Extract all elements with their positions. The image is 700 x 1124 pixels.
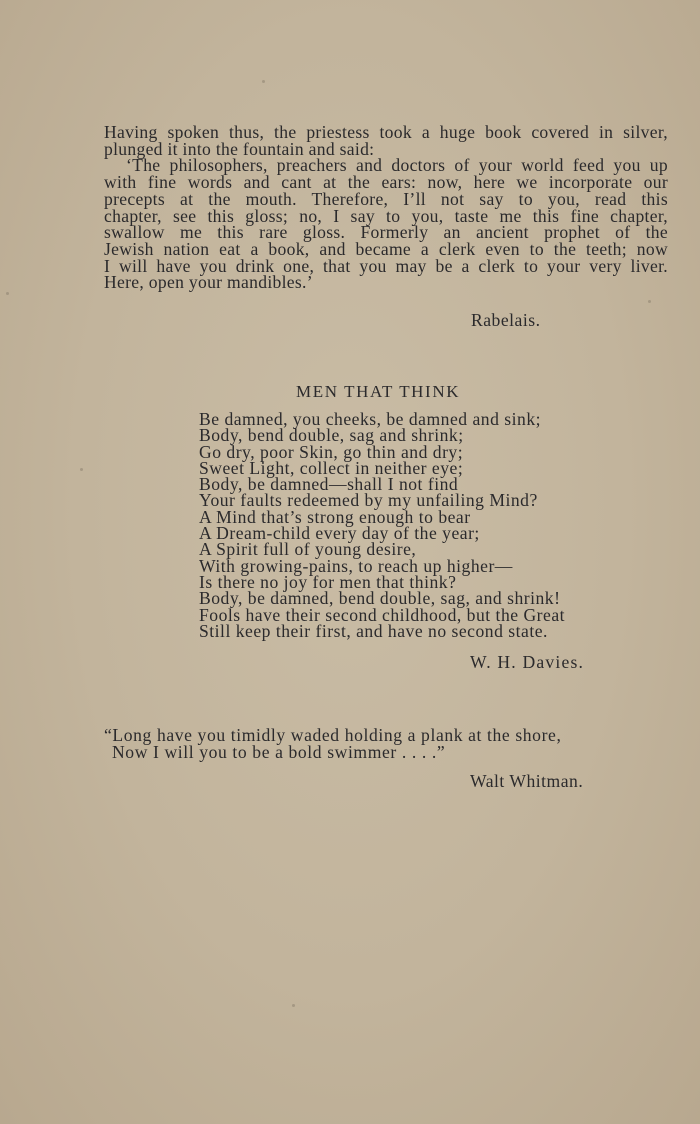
poem-line: Body, be damned—shall I not find bbox=[199, 474, 459, 495]
poem-line: Body, bend double, sag and shrink; bbox=[199, 425, 464, 446]
poem-line: Go dry, poor Skin, go thin and dry; bbox=[199, 441, 464, 462]
passage-line: plunged it into the fountain and said: bbox=[104, 138, 375, 159]
poem-line: Your faults redeemed by my unfailing Mind? bbox=[199, 490, 538, 511]
poem-line: A Mind that’s strong enough to bear bbox=[199, 506, 471, 527]
whitman-quote bbox=[104, 727, 561, 760]
poem-line: Be damned, you cheeks, be damned and sink; bbox=[199, 409, 542, 429]
davies-attribution: W. H. Davies. bbox=[470, 652, 585, 672]
quote-line: Now I will you to be a bold swimmer . . . .” bbox=[112, 741, 446, 762]
poem-line: Body, be damned, bend double, sag, and shrink! bbox=[199, 588, 561, 609]
poem-line: Still keep their first, and have no second state. bbox=[199, 620, 548, 641]
paper-speck bbox=[648, 300, 651, 303]
poem-line: Is there no joy for men that think? bbox=[199, 571, 457, 592]
passage-line: I will have you drink one, that you may be a clerk to your very liver. bbox=[104, 255, 668, 276]
poem-line: Sweet Light, collect in neither eye; bbox=[199, 457, 464, 478]
passage-line: chapter, see this gloss; no, I say to you, taste me this fine chapter, bbox=[104, 205, 668, 226]
poem-line: A Dream-child every day of the year; bbox=[199, 523, 480, 544]
poem-line: Fools have their second childhood, but the Great bbox=[199, 604, 566, 625]
paper-speck bbox=[292, 1004, 295, 1007]
passage-line: Here, open your mandibles.’ bbox=[104, 272, 313, 293]
paper-speck bbox=[6, 292, 9, 295]
poem-title: MEN THAT THINK bbox=[296, 382, 461, 401]
passage-line: Having spoken thus, the priestess took a huge book covered in silver, bbox=[104, 122, 668, 142]
poem-line: With growing-pains, to reach up higher— bbox=[199, 555, 513, 576]
passage-line: ‘The philosophers, preachers and doctors of your world feed you up bbox=[126, 155, 668, 176]
passage-line: swallow me this rare gloss. Formerly an ancient prophet of the bbox=[104, 222, 668, 243]
rabelais-attribution: Rabelais. bbox=[471, 310, 541, 330]
rabelais-passage bbox=[104, 124, 668, 291]
whitman-attribution: Walt Whitman. bbox=[470, 771, 584, 791]
quote-line: “Long have you timidly waded holding a plank at the shore, bbox=[104, 725, 562, 745]
paper-speck bbox=[80, 468, 83, 471]
paper-speck bbox=[262, 80, 265, 83]
passage-line: Jewish nation eat a book, and became a clerk even to the teeth; now bbox=[104, 238, 668, 259]
passage-line: precepts at the mouth. Therefore, I’ll not say to you, read this bbox=[104, 188, 668, 209]
poem-body bbox=[199, 411, 565, 639]
passage-line: with fine words and cant at the ears: now, here we incorporate our bbox=[104, 172, 668, 193]
poem-line: A Spirit full of young desire, bbox=[199, 539, 417, 560]
